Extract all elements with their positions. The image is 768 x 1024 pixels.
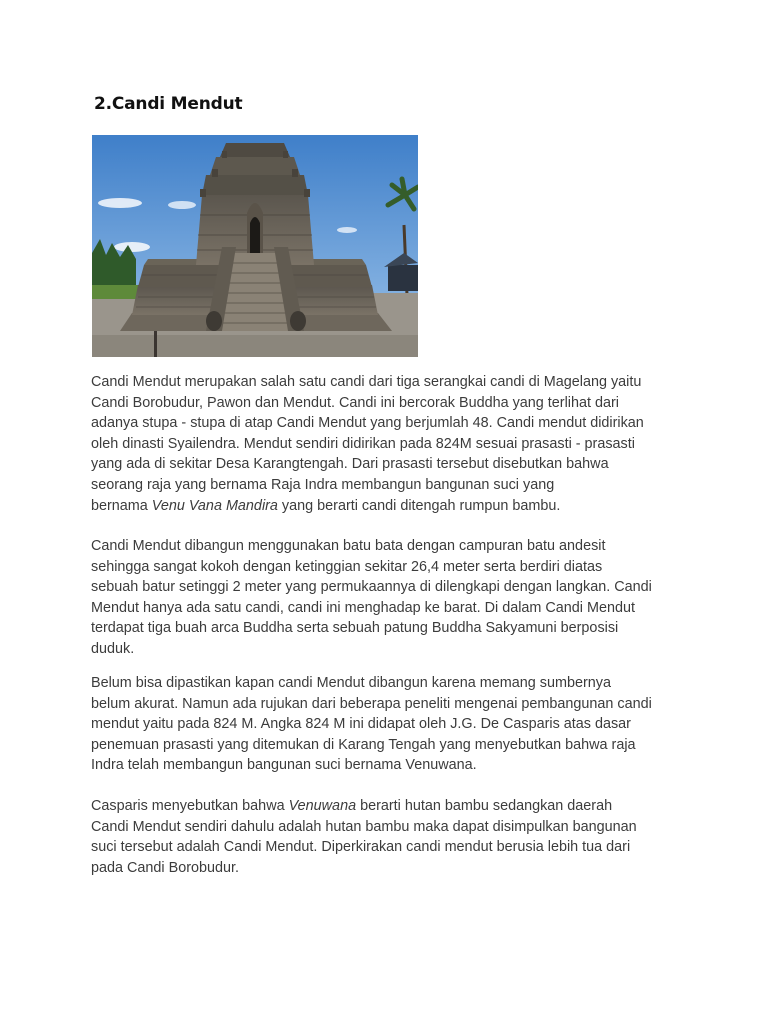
text-fragment: Casparis menyebutkan bahwa [91,798,289,814]
text-line [91,496,691,517]
text-fragment: bernama [91,497,152,514]
text-line: Mendut hanya ada satu candi, candi ini menghadap ke barat. Di dalam Candi Mendut [91,599,635,616]
text-line: suci tersebut adalah Candi Mendut. Diperkirakan candi mendut berusia lebih tua dari [91,839,631,856]
text-line: Candi Mendut sendiri dahulu adalah hutan bambu maka dapat disimpulkan bangunan [91,818,637,835]
emphasis-text: Venu Vana Mandira [151,497,278,514]
paragraph-2 [91,536,691,660]
temple-photo [92,135,418,357]
paragraph-1 [91,372,691,516]
text-line: pada Candi Borobudur. [91,859,240,876]
text-line: sehingga sangat kokoh dengan ketinggian sekitar 26,4 meter serta berdiri diatas [91,558,603,575]
paragraph-3 [91,673,691,776]
text-line: Candi Mendut dibangun menggunakan batu bata dengan campuran batu andesit [91,538,606,554]
text-line: seorang raja yang bernama Raja Indra membangun bangunan suci yang [91,476,555,493]
paragraph-4 [91,796,691,878]
text-line [91,796,691,817]
text-line: Candi Borobudur, Pawon dan Mendut. Candi ini bercorak Buddha yang terlihat dari [91,394,619,411]
emphasis-text: Venuwana [288,798,357,814]
text-line: adanya stupa - stupa di atap Candi Mendut yang berjumlah 48. Candi mendut didirikan [91,415,644,432]
text-line: terdapat tiga buah arca Buddha serta sebuah patung Buddha Sakyamuni berposisi [91,620,619,637]
text-line: Belum bisa dipastikan kapan candi Mendut dibangun karena memang sumbernya [91,675,611,691]
text-line: penemuan prasasti yang ditemukan di Karang Tengah yang menyebutkan bahwa raja [91,736,636,753]
text-line: yang ada di sekitar Desa Karangtengah. Dari prasasti tersebut disebutkan bahwa [91,456,609,473]
text-line: mendut yaitu pada 824 M. Angka 824 M ini didapat oleh J.G. De Casparis atas dasar [91,716,631,733]
text-fragment: yang berarti candi ditengah rumpun bambu. [277,497,561,514]
page-heading: 2.Candi Mendut [94,94,243,114]
text-line: belum akurat. Namun ada rujukan dari beberapa peneliti mengenai pembangunan candi [91,695,652,712]
text-line: oleh dinasti Syailendra. Mendut sendiri didirikan pada 824M sesuai prasasti - prasasti [91,435,635,452]
text-line: Indra telah membangun bangunan suci bernama Venuwana. [91,757,477,774]
text-line: sebuah batur setinggi 2 meter yang permukaannya di dilengkapi dengan langkan. Candi [91,579,652,596]
text-fragment: berarti hutan bambu sedangkan daerah [356,798,613,814]
text-line: duduk. [91,640,135,657]
text-line: Candi Mendut merupakan salah satu candi dari tiga serangkai candi di Magelang yaitu [91,374,642,390]
